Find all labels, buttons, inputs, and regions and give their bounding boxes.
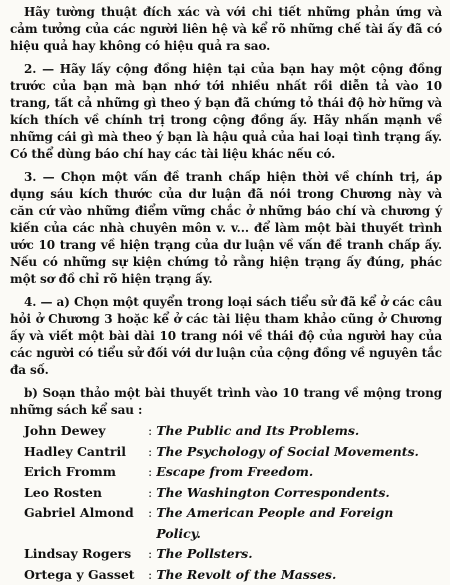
reference-list — [24, 421, 442, 585]
reference-author: Gabriel Almond — [24, 503, 148, 544]
reference-title: The Revolt of the Masses. — [156, 565, 336, 585]
reference-title: Escape from Freedom. — [156, 462, 313, 483]
reference-item — [24, 544, 442, 565]
reference-separator: : — [148, 421, 152, 442]
reference-separator: : — [148, 565, 152, 585]
reference-separator: : — [148, 462, 152, 483]
reference-separator: : — [148, 483, 152, 504]
reference-author: Erich Fromm — [24, 462, 148, 483]
reference-title: The American People and Foreign Policy. — [156, 503, 442, 544]
reference-title: The Public and Its Problems. — [156, 421, 359, 442]
reference-author: Hadley Cantril — [24, 442, 148, 463]
reference-title: The Pollsters. — [156, 544, 252, 565]
reference-title: The Psychology of Social Movements. — [156, 442, 419, 463]
reference-item — [24, 421, 442, 442]
reference-separator: : — [148, 544, 152, 565]
reference-item — [24, 462, 442, 483]
reference-author: John Dewey — [24, 421, 148, 442]
paragraph-question-2: 2. — Hãy lấy cộng đồng hiện tại của bạn hay một cộng đồng trước của bạn mà bạn nhớ tới nhiều nhất rồi diễn tả vào 10 trang, tất cả những gì theo ý bạn đã chứng tỏ thái độ hờ hững và kích thích về chính trị trong cộng đồng ấy. Hãy nhấn mạnh về những cái gì mà theo ý bạn là hậu quả của hai loại tình trạng ấy. Có thể dùng báo chí hay các tài liệu khác nếu có. — [10, 61, 442, 163]
reference-item — [24, 483, 442, 504]
reference-author: Lindsay Rogers — [24, 544, 148, 565]
reference-author: Leo Rosten — [24, 483, 148, 504]
reference-title: The Washington Correspondents. — [156, 483, 390, 504]
reference-separator: : — [148, 442, 152, 463]
paragraph-question-4b: b) Soạn thảo một bài thuyết trình vào 10 trang về mộng trong những sách kể sau : — [10, 385, 442, 419]
paragraph-intro: Hãy tường thuật đích xác và với chi tiết những phản ứng và cảm tưởng của các người liên hệ và kể rõ những chế tài ấy đã có hiệu quả hay không có hiệu quả ra sao. — [10, 4, 442, 55]
reference-item — [24, 442, 442, 463]
reference-author: Ortega y Gasset — [24, 565, 148, 585]
reference-item — [24, 503, 442, 544]
paragraph-question-4a: 4. — a) Chọn một quyển trong loại sách tiểu sử đã kể ở các câu hỏi ở Chương 3 hoặc kể ở các tài liệu tham khảo cũng ở Chương ấy và viết một bài dài 10 trang nói về thái độ của người hay của các người có tiểu sử đối với dư luận của cộng đồng về nguyên tắc đa số. — [10, 294, 442, 379]
paragraph-question-3: 3. — Chọn một vấn đề tranh chấp hiện thời về chính trị, áp dụng sáu kích thước của dư luận đã nói trong Chương này và căn cứ vào những điểm vững chắc ở những báo chí và chương ý kiến của các nhà chuyên môn v. v... để làm một bài thuyết trình ước 10 trang về hiện trạng của dư luận về vấn đề tranh chấp ấy. Nếu có những sự kiện chứng tỏ rằng hiện trạng ấy đúng, phác một sơ đồ chỉ rõ hiện trạng ấy. — [10, 169, 442, 288]
reference-item — [24, 565, 442, 585]
reference-separator: : — [148, 503, 152, 544]
